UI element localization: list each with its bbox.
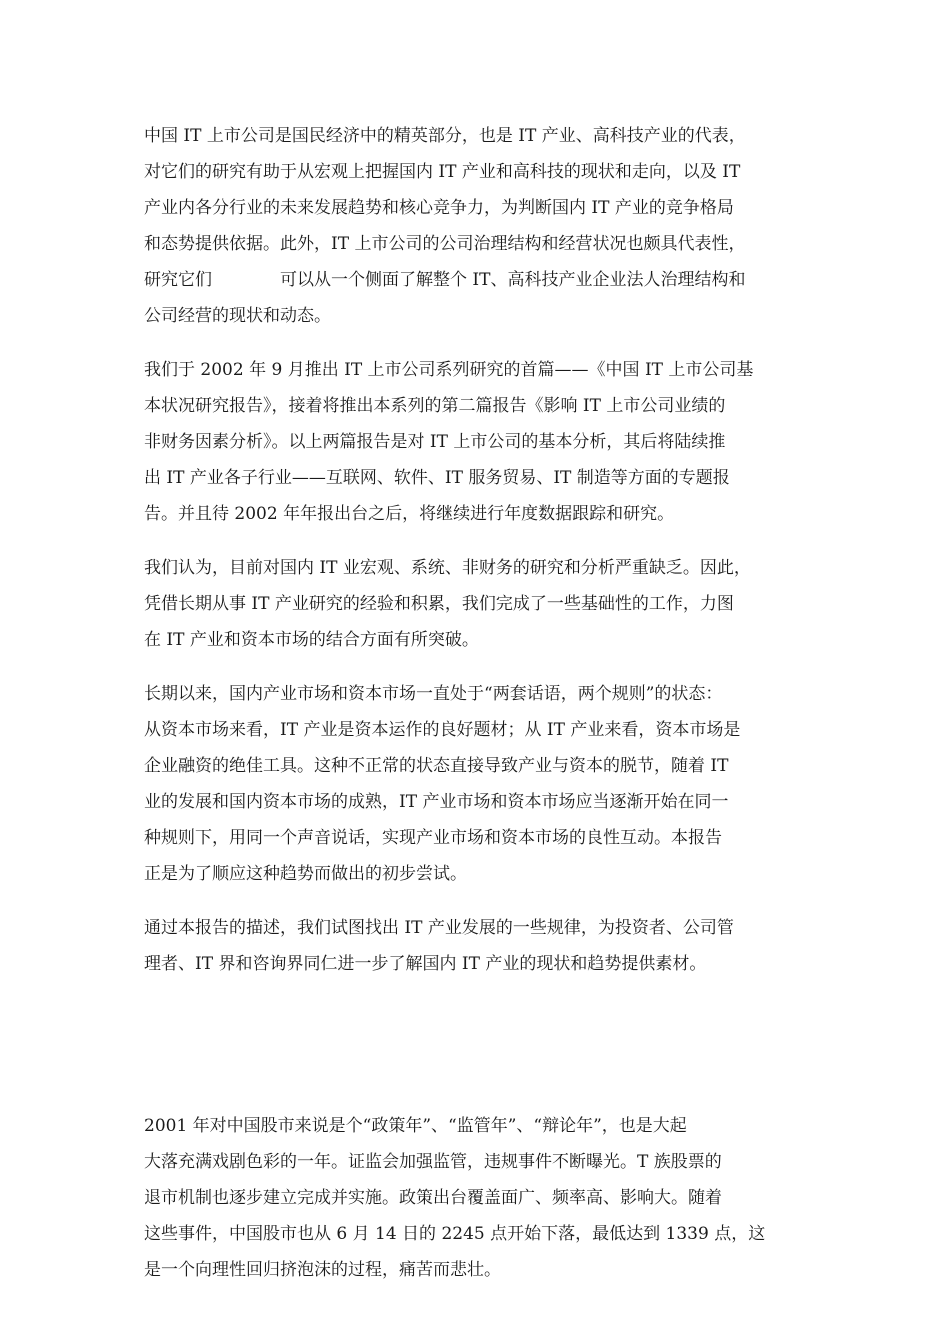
paragraph-6 — [144, 1108, 824, 1288]
text-line: 凭借长期从事 IT 产业研究的经验和积累，我们完成了一些基础性的工作，力图 — [144, 594, 734, 614]
text-line: 退市机制也逐步建立完成并实施。政策出台覆盖面广、频率高、影响大。随着 — [144, 1188, 722, 1208]
text-line: 我们于 2002 年 9 月推出 IT 上市公司系列研究的首篇——《中国 IT 上市公司基 — [144, 360, 754, 380]
paragraph-3 — [144, 550, 824, 658]
paragraph-5 — [144, 910, 824, 982]
text-line: 研究它们 可以从一个侧面了解整个 IT、高科技产业企业法人治理结构和 — [144, 270, 746, 290]
text-line: 出 IT 产业各子行业——互联网、软件、IT 服务贸易、IT 制造等方面的专题报 — [144, 468, 730, 488]
text-line: 这些事件，中国股市也从 6 月 14 日的 2245 点开始下落，最低达到 1339 点，这 — [144, 1224, 766, 1244]
text-line: 种规则下，用同一个声音说话，实现产业市场和资本市场的良性互动。本报告 — [144, 828, 722, 848]
text-line: 告。并且待 2002 年年报出台之后，将继续进行年度数据跟踪和研究。 — [144, 504, 675, 524]
text-line: 业的发展和国内资本市场的成熟，IT 产业市场和资本市场应当逐渐开始在同一 — [144, 792, 729, 812]
text-line: 公司经营的现状和动态。 — [144, 306, 331, 326]
paragraph-4 — [144, 676, 824, 892]
text-line: 正是为了顺应这种趋势而做出的初步尝试。 — [144, 864, 467, 884]
text-line: 企业融资的绝佳工具。这种不正常的状态直接导致产业与资本的脱节，随着 IT — [144, 756, 729, 776]
text-line: 我们认为，目前对国内 IT 业宏观、系统、非财务的研究和分析严重缺乏。因此， — [144, 558, 751, 578]
text-line: 从资本市场来看，IT 产业是资本运作的良好题材；从 IT 产业来看，资本市场是 — [144, 720, 741, 740]
paragraph-2 — [144, 352, 824, 532]
text-line: 非财务因素分析》。以上两篇报告是对 IT 上市公司的基本分析，其后将陆续推 — [144, 432, 726, 452]
text-line: 通过本报告的描述，我们试图找出 IT 产业发展的一些规律，为投资者、公司管 — [144, 918, 734, 938]
text-line: 大落充满戏剧色彩的一年。证监会加强监管，违规事件不断曝光。T 族股票的 — [144, 1152, 722, 1172]
text-line: 中国 IT 上市公司是国民经济中的精英部分，也是 IT 产业、高科技产业的代表， — [144, 126, 746, 146]
text-line: 2001 年对中国股市来说是个“政策年”、“监管年”、“辩论年”，也是大起 — [144, 1116, 687, 1136]
paragraph-1 — [144, 118, 824, 334]
text-line: 对它们的研究有助于从宏观上把握国内 IT 产业和高科技的现状和走向，以及 IT — [144, 162, 741, 182]
text-line: 产业内各分行业的未来发展趋势和核心竞争力，为判断国内 IT 产业的竞争格局 — [144, 198, 734, 218]
text-line: 理者、IT 界和咨询界同仁进一步了解国内 IT 产业的现状和趋势提供素材。 — [144, 954, 707, 974]
text-line: 是一个向理性回归挤泡沫的过程，痛苦而悲壮。 — [144, 1260, 501, 1280]
text-line: 在 IT 产业和资本市场的结合方面有所突破。 — [144, 630, 479, 650]
text-line: 长期以来，国内产业市场和资本市场一直处于“两套话语，两个规则”的状态： — [144, 684, 723, 704]
text-line: 本状况研究报告》，接着将推出本系列的第二篇报告《影响 IT 上市公司业绩的 — [144, 396, 726, 416]
text-line: 和态势提供依据。此外，IT 上市公司的公司治理结构和经营状况也颇具代表性， — [144, 234, 746, 254]
